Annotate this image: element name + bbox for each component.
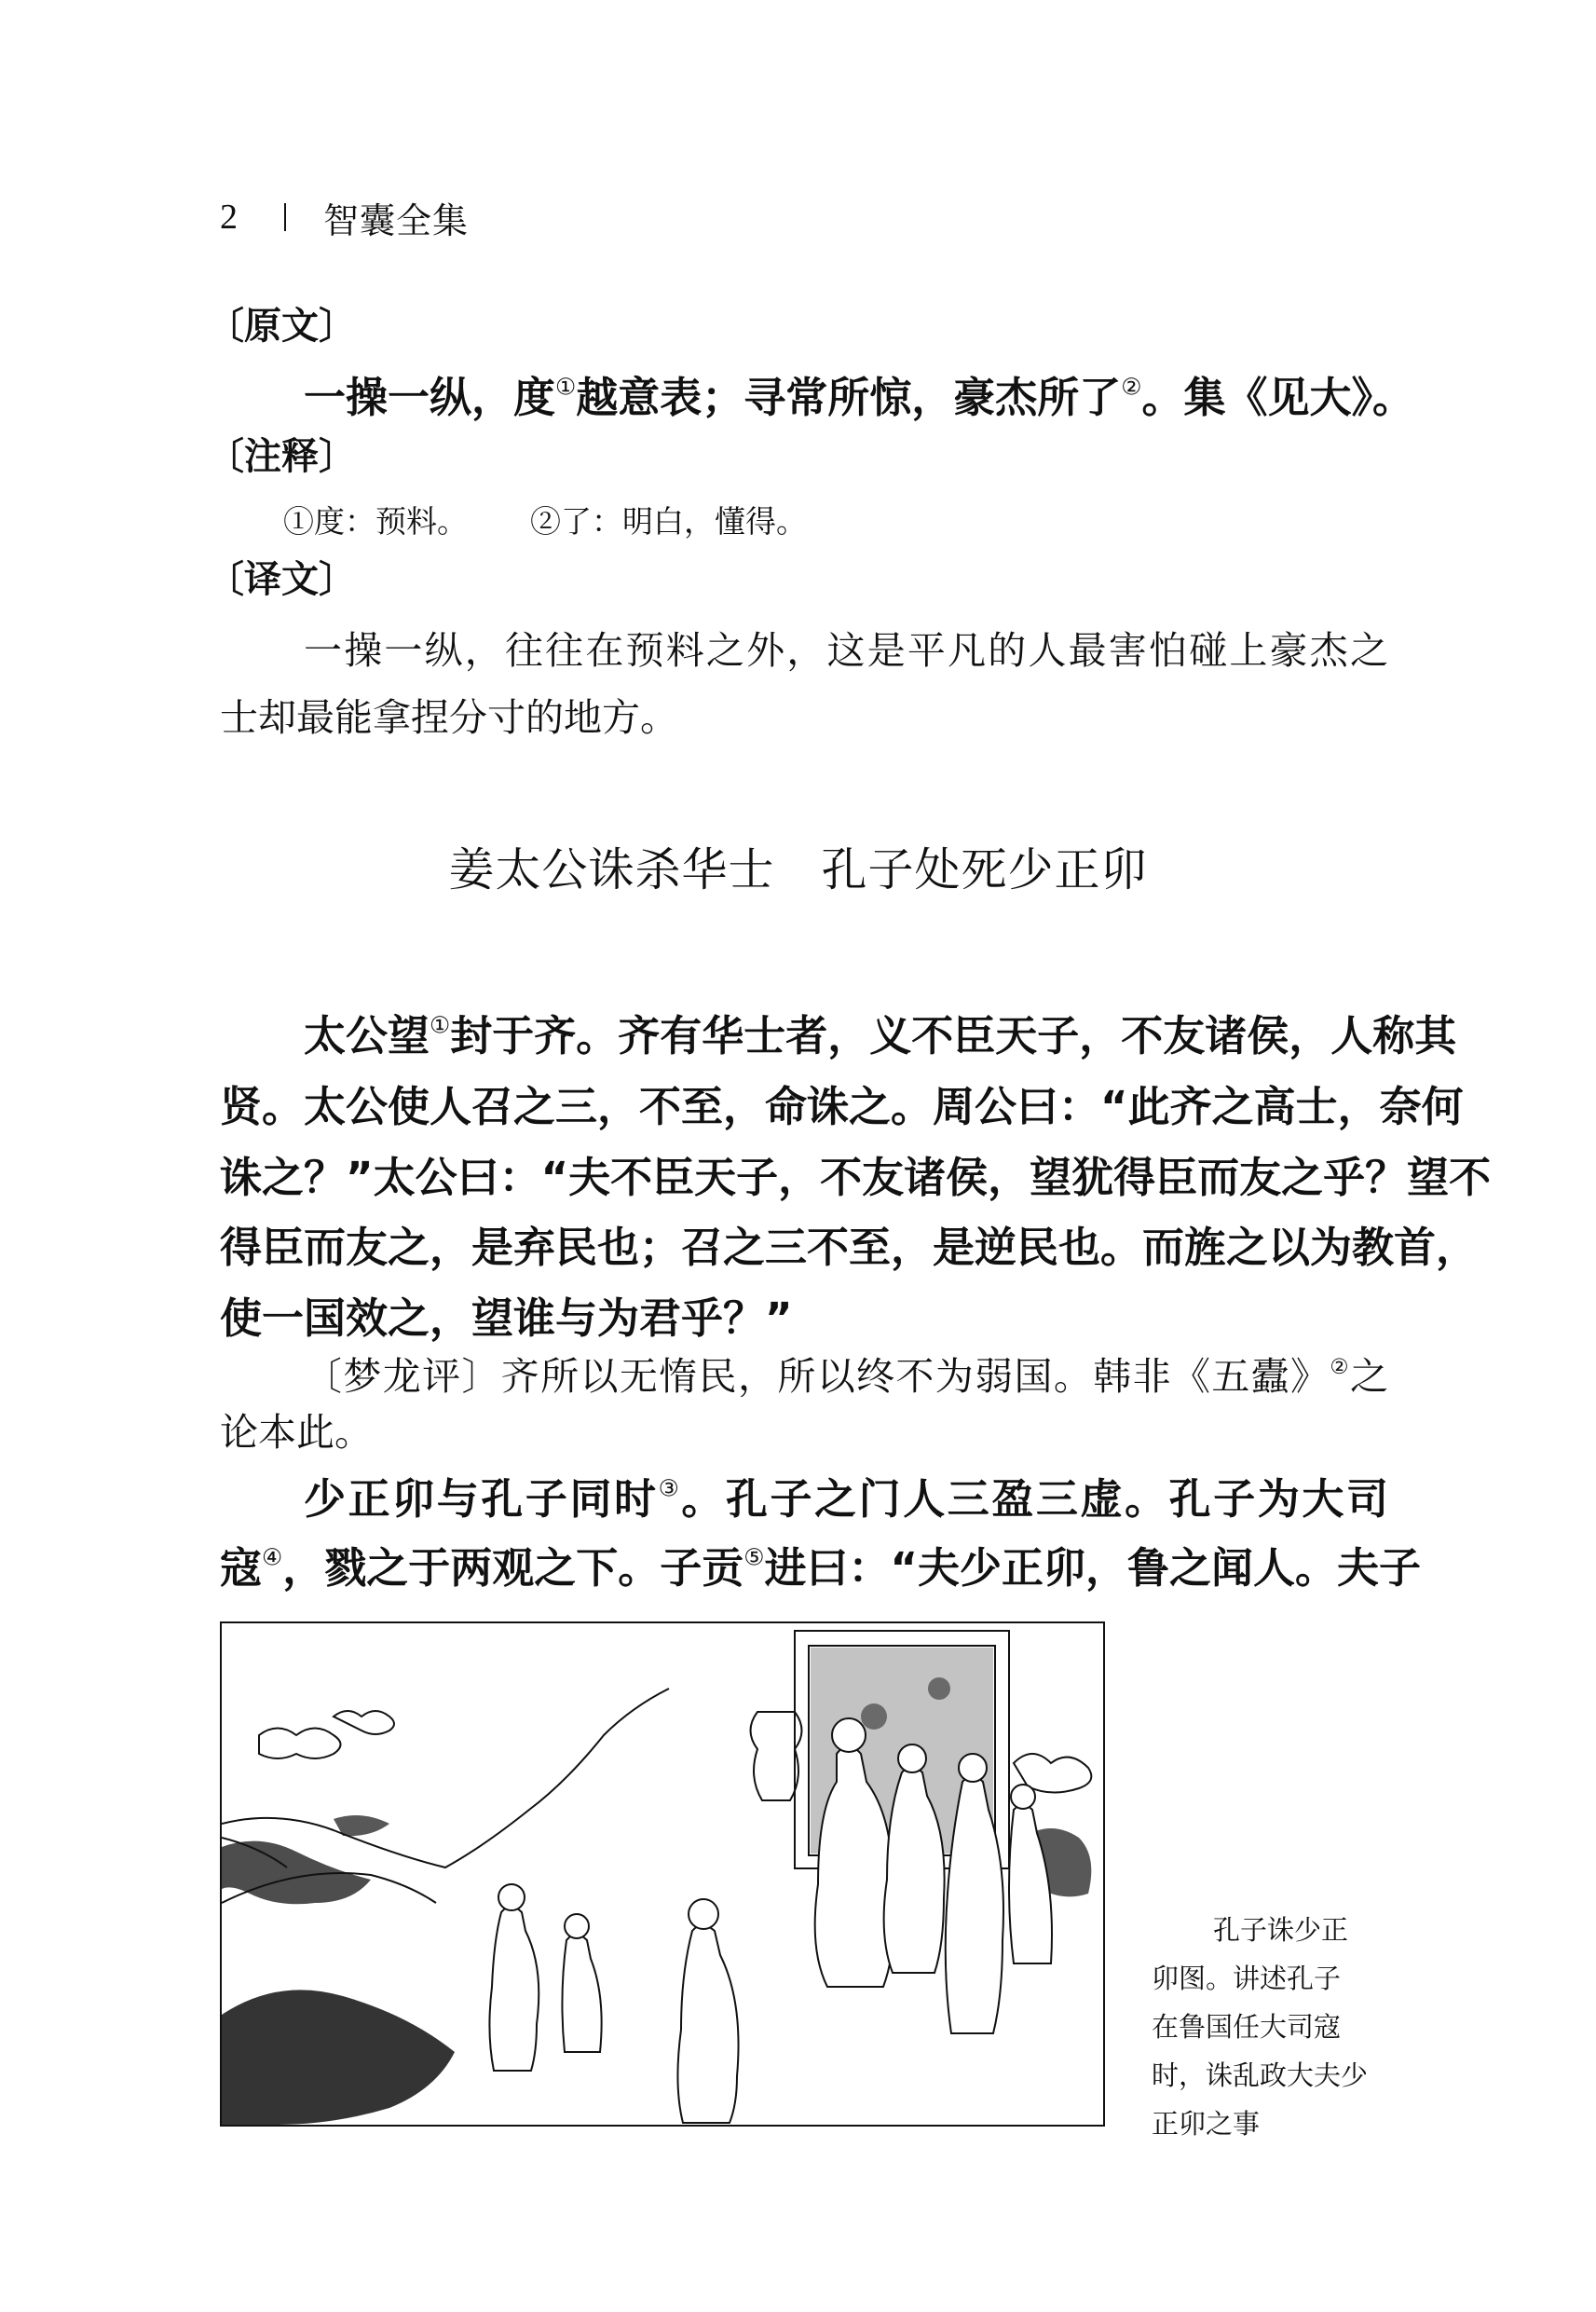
translation-line: 一操一纵，往往在预料之外，这是平凡的人最害怕碰上豪杰之 xyxy=(304,628,1388,673)
caption-line: 时，诛乱政大夫少 xyxy=(1152,2059,1369,2091)
story-line: 太公望①封于齐。齐有华士者，义不臣天子，不友诸侯，人称其 xyxy=(304,1011,1457,1060)
original-heading: 〔原文〕 xyxy=(207,305,356,348)
page-number: 2 xyxy=(220,198,238,237)
translation-line: 士却最能拿捏分寸的地方。 xyxy=(220,695,678,740)
woodblock-illustration xyxy=(222,1623,1103,2125)
footnote-mark: ② xyxy=(1121,373,1142,401)
footnote-mark: ① xyxy=(555,373,577,401)
illustration xyxy=(220,1621,1105,2127)
story-line: 寇④，戮之于两观之下。子贡⑤进曰：“夫少正卯，鲁之闻人。夫子 xyxy=(220,1543,1422,1593)
figure-caption xyxy=(1152,1906,1394,2148)
footnote-mark: ② xyxy=(1330,1355,1350,1380)
story-line: 诛之？”太公曰：“夫不臣天子，不友诸侯，望犹得臣而友之乎？望不 xyxy=(220,1153,1492,1202)
notes-heading: 〔注释〕 xyxy=(207,435,356,478)
notes-list xyxy=(283,498,1452,541)
caption-line: 在鲁国任大司寇 xyxy=(1152,2011,1342,2043)
footnote-mark: ⑤ xyxy=(743,1543,765,1571)
story-line: 贤。太公使人召之三，不至，命诛之。周公曰：“此齐之高士，奈何 xyxy=(220,1082,1464,1131)
footnote-mark: ① xyxy=(430,1011,451,1039)
story-line: 使一国效之，望谁与为君乎？” xyxy=(220,1293,793,1343)
caption-line: 孔子诛少正 xyxy=(1213,1914,1349,1946)
commentary-line: 〔梦龙评〕齐所以无惰民，所以终不为弱国。韩非《五蠹》②之 xyxy=(304,1354,1388,1399)
translation-heading: 〔译文〕 xyxy=(207,558,356,601)
footnote-mark: ③ xyxy=(658,1474,682,1502)
commentary-line: 论本此。 xyxy=(220,1410,373,1455)
caption-line: 卯图。讲述孔子 xyxy=(1152,1963,1342,1994)
story-line: 少正卯与孔子同时③。孔子之门人三盈三虚。孔子为大司 xyxy=(304,1474,1388,1524)
story-title: 姜太公诛杀华士 孔子处死少正卯 xyxy=(448,843,1148,896)
note-item: ①度：预料。 xyxy=(283,503,468,540)
story-line: 得臣而友之，是弃民也；召之三不至，是逆民也。而旌之以为教首， xyxy=(220,1223,1479,1272)
original-text: 一操一纵，度①越意表；寻常所惊，豪杰所了②。集《见大》。 xyxy=(304,373,1414,422)
running-header xyxy=(220,191,469,243)
header-divider xyxy=(284,203,286,231)
note-item: ②了：明白，懂得。 xyxy=(530,503,807,540)
caption-line: 正卯之事 xyxy=(1152,2108,1261,2140)
book-title: 智囊全集 xyxy=(323,199,470,241)
footnote-mark: ④ xyxy=(262,1543,283,1571)
